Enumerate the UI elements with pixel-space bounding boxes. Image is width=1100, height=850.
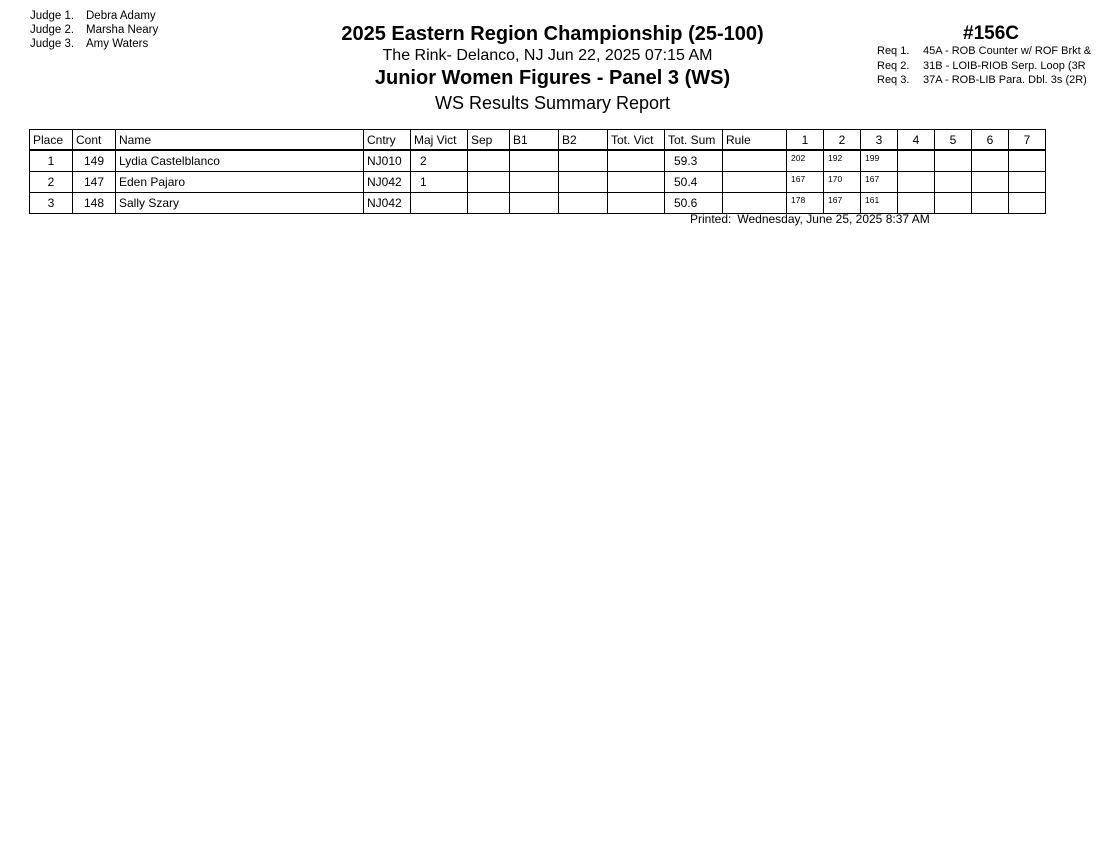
cont-cell: 147 xyxy=(73,172,116,193)
col-header-b1: B1 xyxy=(510,130,559,151)
judge-score-cell xyxy=(1009,150,1046,172)
tot-sum-cell: 50.4 xyxy=(665,172,723,193)
judge-score-cell: 199 xyxy=(861,150,898,172)
judge-score-cell: 178 xyxy=(787,193,824,214)
printed-value: Wednesday, June 25, 2025 8:37 AM xyxy=(737,212,930,226)
requirement-text: 37A - ROB-LIB Para. Dbl. 3s (2R) xyxy=(923,74,1087,86)
requirement-label: Req 3. xyxy=(877,74,910,86)
judge-score-cell xyxy=(1009,193,1046,214)
table-row xyxy=(30,150,1046,172)
place-cell: 1 xyxy=(30,150,73,172)
maj-vict-cell: 2 xyxy=(411,150,468,172)
competition-title: 2025 Eastern Region Championship (25-100) xyxy=(341,23,764,45)
sep-cell xyxy=(468,150,510,172)
b1-cell xyxy=(510,150,559,172)
judge-score-cell: 161 xyxy=(861,193,898,214)
judge-score-cell: 192 xyxy=(824,150,861,172)
judge-label: Judge 3. xyxy=(30,38,75,50)
col-header-judge-6: 6 xyxy=(972,130,1009,151)
results-table xyxy=(29,129,1046,214)
col-header-rule: Rule xyxy=(723,130,787,151)
rule-cell xyxy=(723,150,787,172)
tot-sum-cell: 50.6 xyxy=(665,193,723,214)
col-header-tot-vict: Tot. Vict xyxy=(608,130,665,151)
col-header-cont: Cont xyxy=(73,130,116,151)
name-cell: Eden Pajaro xyxy=(116,172,364,193)
cntry-cell: NJ042 xyxy=(364,193,411,214)
report-header xyxy=(300,22,805,114)
cont-cell: 148 xyxy=(73,193,116,214)
tot-vict-cell xyxy=(608,172,665,193)
cntry-cell: NJ010 xyxy=(364,150,411,172)
requirement-line xyxy=(877,44,1100,59)
col-header-sep: Sep xyxy=(468,130,510,151)
col-header-judge-7: 7 xyxy=(1009,130,1046,151)
judge-line xyxy=(30,37,158,51)
maj-vict-cell: 1 xyxy=(411,172,468,193)
b2-cell xyxy=(559,193,608,214)
requirements-list xyxy=(877,44,1100,88)
col-header-tot-sum: Tot. Sum xyxy=(665,130,723,151)
col-header-place: Place xyxy=(30,130,73,151)
judge-score-cell: 170 xyxy=(824,172,861,193)
judge-label: Judge 2. xyxy=(30,24,75,36)
judge-label: Judge 1. xyxy=(30,10,75,22)
col-header-maj-vict: Maj Vict xyxy=(411,130,468,151)
requirement-line xyxy=(877,73,1100,88)
judge-score-cell xyxy=(972,193,1009,214)
judge-score-cell xyxy=(898,172,935,193)
judge-name: Amy Waters xyxy=(86,38,149,50)
judge-score-cell xyxy=(935,150,972,172)
tot-vict-cell xyxy=(608,193,665,214)
requirement-text: 31B - LOIB-RIOB Serp. Loop (3R xyxy=(923,59,1086,72)
col-header-b2: B2 xyxy=(559,130,608,151)
requirement-text: 45A - ROB Counter w/ ROF Brkt & xyxy=(923,45,1092,57)
tot-vict-cell xyxy=(608,150,665,172)
maj-vict-cell xyxy=(411,193,468,214)
judge-score-cell xyxy=(1009,172,1046,193)
b2-cell xyxy=(559,172,608,193)
venue-datetime: The Rink- Delanco, NJ Jun 22, 2025 07:15 AM xyxy=(382,47,713,64)
judge-score-cell: 167 xyxy=(787,172,824,193)
name-cell: Lydia Castelblanco xyxy=(116,150,364,172)
judge-score-cell: 202 xyxy=(787,150,824,172)
cont-cell: 149 xyxy=(73,150,116,172)
col-header-judge-3: 3 xyxy=(861,130,898,151)
col-header-judge-4: 4 xyxy=(898,130,935,151)
judge-score-cell xyxy=(972,172,1009,193)
requirement-label: Req 2. xyxy=(877,59,910,72)
cntry-cell: NJ042 xyxy=(364,172,411,193)
col-header-judge-2: 2 xyxy=(824,130,861,151)
place-cell: 3 xyxy=(30,193,73,214)
sep-cell xyxy=(468,172,510,193)
printed-timestamp xyxy=(690,212,930,226)
col-header-judge-5: 5 xyxy=(935,130,972,151)
tot-sum-cell: 59.3 xyxy=(665,150,723,172)
col-header-name: Name xyxy=(116,130,364,151)
requirement-label: Req 1. xyxy=(877,45,910,57)
judge-score-cell xyxy=(898,193,935,214)
judge-score-cell xyxy=(972,150,1009,172)
printed-label: Printed: xyxy=(690,212,732,226)
table-header-row xyxy=(30,130,1046,151)
judge-name: Debra Adamy xyxy=(86,10,156,22)
judge-score-cell xyxy=(935,193,972,214)
judges-list xyxy=(30,9,158,51)
col-header-cntry: Cntry xyxy=(364,130,411,151)
table-row xyxy=(30,172,1046,193)
report-title: WS Results Summary Report xyxy=(434,93,671,113)
judge-score-cell: 167 xyxy=(824,193,861,214)
judge-score-cell xyxy=(935,172,972,193)
event-id: #156C xyxy=(963,23,1019,44)
place-cell: 2 xyxy=(30,172,73,193)
judge-score-cell xyxy=(898,150,935,172)
rule-cell xyxy=(723,172,787,193)
judge-line xyxy=(30,23,158,37)
name-cell: Sally Szary xyxy=(116,193,364,214)
table-row xyxy=(30,193,1046,214)
b1-cell xyxy=(510,193,559,214)
col-header-judge-1: 1 xyxy=(787,130,824,151)
b2-cell xyxy=(559,150,608,172)
event-title: Junior Women Figures - Panel 3 (WS) xyxy=(374,67,731,89)
judge-line xyxy=(30,9,158,23)
judge-name: Marsha Neary xyxy=(86,24,159,36)
judge-score-cell: 167 xyxy=(861,172,898,193)
sep-cell xyxy=(468,193,510,214)
b1-cell xyxy=(510,172,559,193)
rule-cell xyxy=(723,193,787,214)
requirement-line xyxy=(877,59,1100,74)
